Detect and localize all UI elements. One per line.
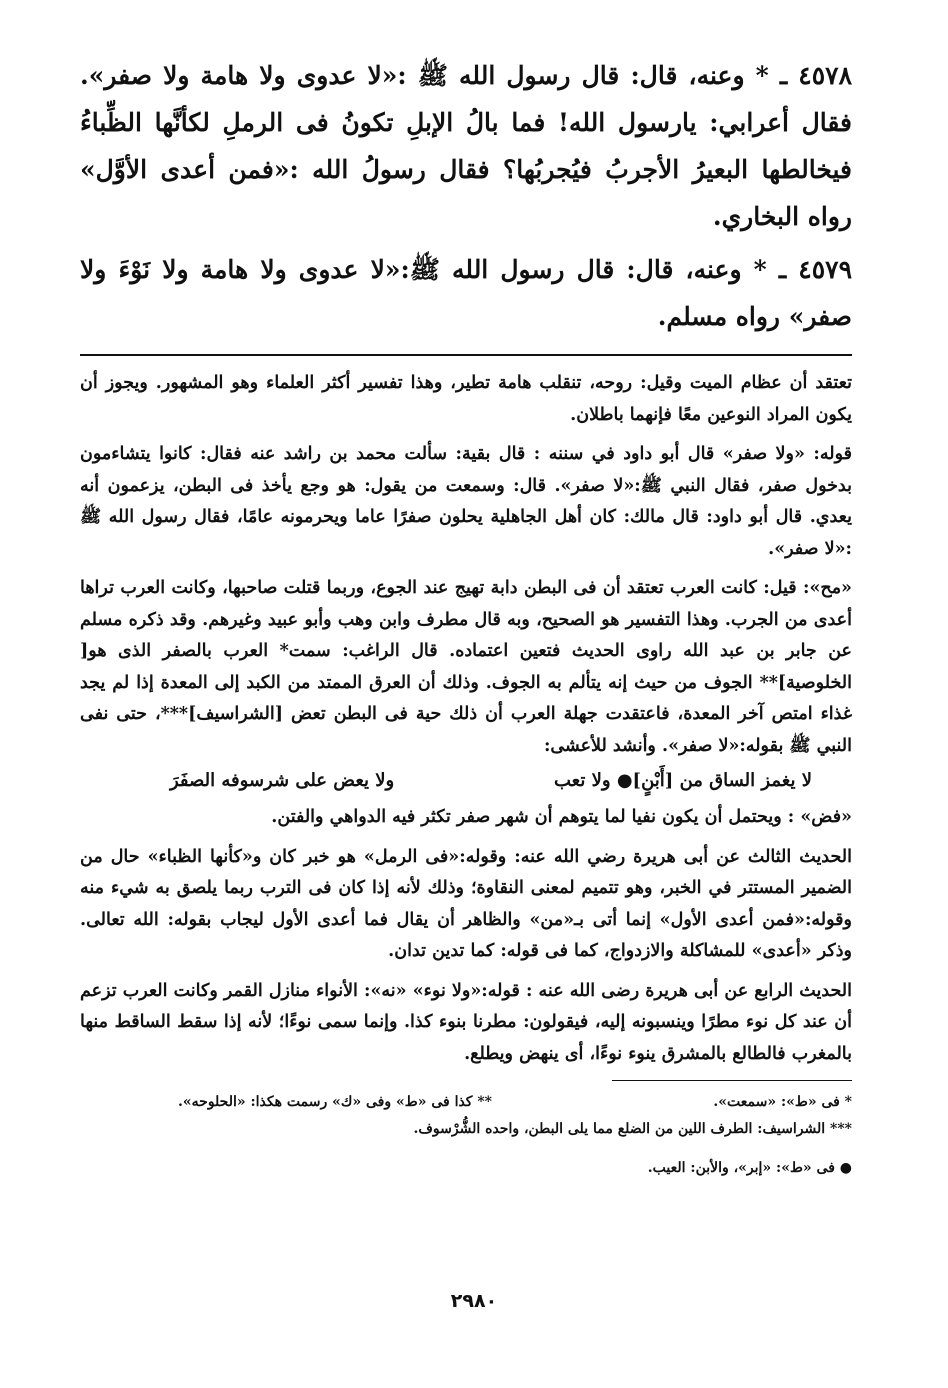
footnote-row xyxy=(80,1089,852,1116)
footnotes xyxy=(80,1089,852,1182)
footnote-divider xyxy=(612,1080,852,1081)
footnote-4: ● فى «ط»: «إبر»، والأبن: العيب. xyxy=(647,1160,852,1176)
poem-verse xyxy=(80,764,852,798)
footnote-3: *** الشراسيف: الطرف اللين من الضلع مما يلى البطن، واحده الشُّرْسوف. xyxy=(413,1121,852,1137)
commentary xyxy=(80,368,852,1070)
commentary-paragraph: «مح»: قيل: كانت العرب تعتقد أن فى البطن دابة تهيج عند الجوع، وربما قتلت صاحبها، وكانت العرب تراها أعدى من الجرب. وهذا التفسير هو الصحيح، وبه قال مطرف وابن وهب وأبو عبيد وغيرهم. وقد ذكره مسلم عن جابر بن عبد الله راوى الحديث فتعين اعتماده. قال الراغب: سمت* العرب بالصفر الذى هو[ الخلوصية]** الجوف من حيث إنه يتألم به الجوف. وذلك أن العرق الممتد من الكبد إلى المعدة إذا لم يجد غذاء امتص آخر المعدة، فاعتقدت جهلة العرب أن ذلك حية فى البطن تعض [الشراسيف]***، حتى نفى النبي ﷺ بقوله:«لا صفر». وأنشد للأعشى: xyxy=(80,578,852,756)
hadith-text: * وعنه، قال: قال رسول الله ﷺ:«لا عدوى ولا هامة ولا نَوْءَ ولا صفر» رواه مسلم. xyxy=(80,255,852,331)
footnote-2: ** كذا فى «ط» وفى «ك» رسمت هكذا: «الحلوحه». xyxy=(178,1094,492,1110)
page-body xyxy=(80,52,852,1182)
hadith-text: * وعنه، قال: قال رسول الله ﷺ :«لا عدوى ولا هامة ولا صفر». فقال أعرابي: يارسول الله! فما بالُ الإبلِ تكونُ فى الرملِ لكأنَّها الظِّباءُ فيخالطها البعيرُ الأجربُ فيُجربُها؟ فقال رسولُ الله :«فمن أعدى الأوَّل» رواه البخاري. xyxy=(80,61,853,231)
poem-hemistich-first: لا يغمز الساق من [أَبْنٍ]● ولا تعب xyxy=(553,770,812,791)
commentary-paragraph: الحديث الرابع عن أبى هريرة رضى الله عنه : قوله:«ولا نوء» «نه»: الأنواء منازل القمر وكانت العرب تزعم أن عند كل نوء مطرًا وينسبونه إليه، فيقولون: مطرنا بنوء كذا. وإنما سمى نوءًا؛ لأنه إذا سقط الساقط منها بالمغرب فالطالع بالمشرق ينوء نوءًا، أى ينهض ويطلع. xyxy=(80,980,852,1064)
poem-hemistich-second: ولا يعض على شرسوفه الصفَرَ xyxy=(170,770,395,791)
commentary-paragraph: قوله: «ولا صفر» قال أبو داود في سننه : قال بقية: سألت محمد بن راشد عنه فقال: كانوا يتشاءمون بدخول صفر، فقال النبي ﷺ:«لا صفر». قال: وسمعت من يقول: هو وجع يأخذ فى البطن، يزعمون أنه يعدي. قال أبو داود: قال مالك: كان أهل الجاهلية يحلون صفرًا عاما ويحرمونه عامًا، فقال رسول الله ﷺ :«لا صفر». xyxy=(80,444,852,559)
hadith-4578 xyxy=(80,52,852,240)
commentary-paragraph: الحديث الثالث عن أبى هريرة رضي الله عنه: وقوله:«فى الرمل» هو خبر كان و«كأنها الظباء» حال من الضمير المستتر في الخبر، وهو تتميم لمعنى النقاوة؛ وذلك لأنه إذا كان فى الترب ربما يلصق به شيء منه وقوله:«فمن أعدى الأول» إنما أتى بـ«من» والظاهر أن يقال فما أعدى الأول ليجاب بقوله: الله تعالى. وذكر «أعدى» للمشاكلة والازدواج، كما فى قوله: كما تدين تدان. xyxy=(80,846,852,961)
page-number: ٢٩٨٠ xyxy=(450,1290,498,1312)
section-divider xyxy=(80,354,852,356)
hadith-number: ٤٥٧٩ ـ xyxy=(778,255,853,284)
commentary-paragraph: «فض» : ويحتمل أن يكون نفيا لما يتوهم أن شهر صفر تكثر فيه الدواهي والفتن. xyxy=(271,807,852,827)
hadith-number: ٤٥٧٨ ـ xyxy=(779,61,852,90)
commentary-paragraph: تعتقد أن عظام الميت وقيل: روحه، تنقلب هامة تطير، وهذا تفسير أكثر العلماء وهو المشهور. ويجوز أن يكون المراد النوعين معًا فإنهما باطلان. xyxy=(80,373,852,425)
footnote-1: * فى «ط»: «سمعت». xyxy=(713,1094,852,1110)
hadith-4579 xyxy=(80,246,852,340)
